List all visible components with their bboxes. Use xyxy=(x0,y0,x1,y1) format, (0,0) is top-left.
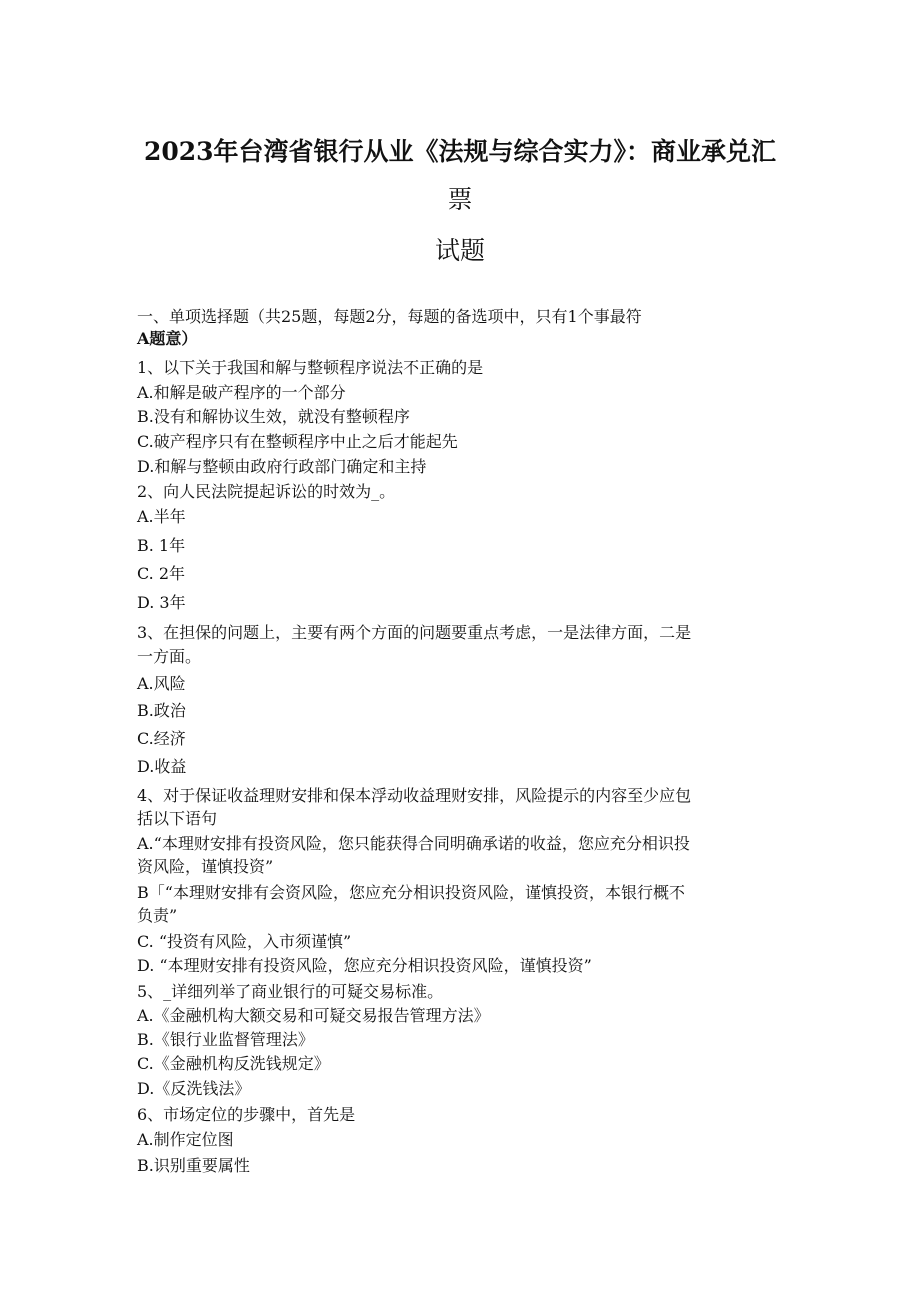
question-4-stem-line2: 括以下语句 xyxy=(137,809,218,828)
question-4-option-a-line1: A.“本理财安排有投资风险，您只能获得合同明确承诺的收益，您应充分相识投 xyxy=(137,834,690,853)
question-1-option-c: C.破产程序只有在整顿程序中止之后才能起先 xyxy=(137,432,458,451)
question-1-option-b: B.没有和解协议生效，就没有整顿程序 xyxy=(137,407,410,426)
question-1-stem: 1、以下关于我国和解与整顿程序说法不正确的是 xyxy=(137,358,484,377)
question-1-option-d: D.和解与整顿由政府行政部门确定和主持 xyxy=(137,457,427,476)
document-subtitle: 试题 xyxy=(434,236,485,265)
question-2-option-b: B. 1年 xyxy=(137,536,186,555)
question-2-stem: 2、向人民法院提起诉讼的时效为_。 xyxy=(137,482,396,501)
question-3-stem-line2: 一方面。 xyxy=(137,647,202,666)
question-3-option-a: A.风险 xyxy=(137,674,186,693)
question-3-option-d: D.收益 xyxy=(137,757,187,776)
question-2-option-d: D. 3年 xyxy=(137,593,186,612)
question-4-stem-line1: 4、对于保证收益理财安排和保本浮动收益理财安排，风险提示的内容至少应包 xyxy=(137,786,692,805)
question-3-stem-line1: 3、在担保的问题上，主要有两个方面的问题要重点考虑，一是法律方面，二是 xyxy=(137,623,692,642)
section-heading-line1: 一、单项选择题（共25题，每题2分，每题的备选项中，只有1个事最符 xyxy=(137,307,642,326)
question-4-option-b-line2: 负责” xyxy=(137,906,178,925)
question-4-option-a-line2: 资风险，谨慎投资” xyxy=(137,857,274,876)
section-heading-line2: A题意） xyxy=(137,329,198,348)
question-5-option-c: C.《金融机构反洗钱规定》 xyxy=(137,1054,330,1073)
question-6-stem: 6、市场定位的步骤中，首先是 xyxy=(137,1105,356,1124)
question-6-option-a: A.制作定位图 xyxy=(137,1130,234,1149)
question-5-option-d: D.《反洗钱法》 xyxy=(137,1079,251,1098)
question-2-option-c: C. 2年 xyxy=(137,564,186,583)
question-4-option-d: D. “本理财安排有投资风险，您应充分相识投资风险，谨慎投资” xyxy=(137,956,592,975)
question-4-option-c: C. “投资有风险，入市须谨慎” xyxy=(137,932,352,951)
question-2-option-a: A.半年 xyxy=(137,507,186,526)
question-3-option-b: B.政治 xyxy=(137,701,186,720)
question-5-option-a: A.《金融机构大额交易和可疑交易报告管理方法》 xyxy=(137,1006,490,1025)
question-6-option-b: B.识别重要属性 xyxy=(137,1156,250,1175)
question-4-option-b-line1: B「“本理财安排有会资风险，您应充分相识投资风险，谨慎投资，本银行概不 xyxy=(137,883,685,902)
question-5-option-b: B.《银行业监督管理法》 xyxy=(137,1030,314,1049)
document-title-line2: 票 xyxy=(447,185,473,214)
question-3-option-c: C.经济 xyxy=(137,729,186,748)
question-5-stem: 5、_详细列举了商业银行的可疑交易标准。 xyxy=(137,982,444,1001)
document-title-line1: 2023年台湾省银行从业《法规与综合实力》：商业承兑汇 xyxy=(143,137,777,166)
question-1-option-a: A.和解是破产程序的一个部分 xyxy=(137,383,346,402)
